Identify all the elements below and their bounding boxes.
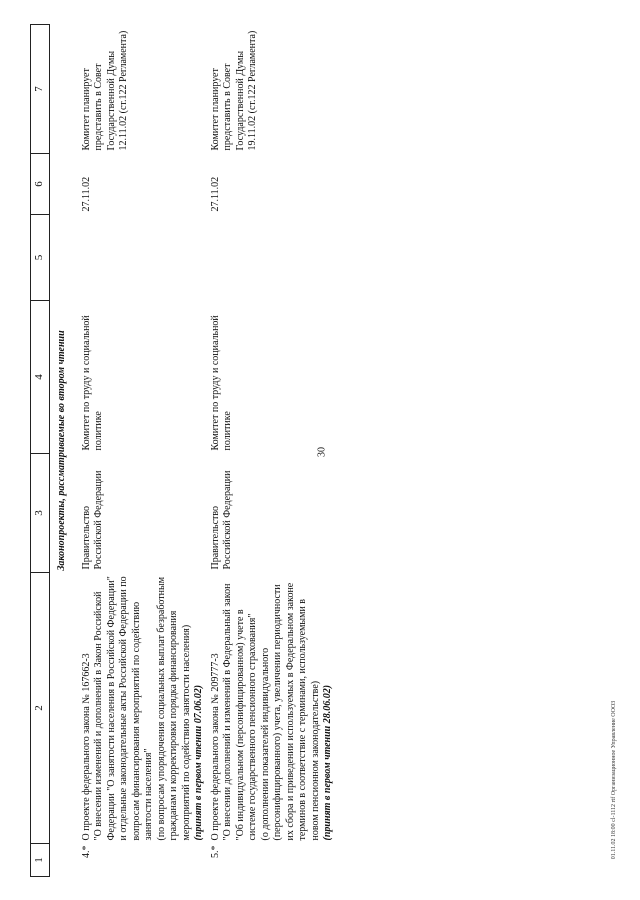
column-5-cell [208, 215, 337, 301]
bill-title: "О внесении дополнений и изменений в Федеральный закон "Об индивидуальном (персонифицированном) учете в системе государственного пенсионного страхования" [222, 583, 258, 841]
column-header-4: 4 [31, 301, 50, 454]
bill-status: (принят в первом чтении 07.06.02) [193, 684, 204, 841]
column-header-6: 6 [31, 154, 50, 215]
bill-project: О проекте федерального закона № 167662-3 [80, 653, 92, 841]
bill-description [79, 573, 208, 844]
row-number: 4.* [80, 845, 92, 858]
bill-committee: Комитет по труду и социальной политике [80, 315, 104, 451]
rotated-page [30, 32, 605, 877]
table-row [79, 25, 208, 877]
column-header-2: 2 [31, 573, 50, 844]
bill-committee: Комитет по труду и социальной политике [209, 315, 233, 451]
column-5-cell [79, 215, 208, 301]
bill-date: 27.11.02 [209, 176, 221, 212]
column-header-7: 7 [31, 25, 50, 154]
footer-text: 01.11.02 18:00 cl-1112 rtf Организационное Управление ООО3 [611, 700, 617, 860]
bill-project: О проекте федерального закона № 209777-3 [209, 653, 221, 841]
row-number: 5.* [209, 845, 221, 858]
bill-status: (принят в первом чтении 28.06.02) [322, 684, 333, 841]
table-row [208, 25, 337, 877]
bill-plan: Комитет планирует представить в Совет Государственной Думы 19.11.02 (ст.122 Регламента) [209, 30, 258, 151]
bill-note: (о дополнении показателей индивидуального (персонифицированного) учета, увеличении периодичности их сбора и приведении используемых в Федеральном законе терминов в соответствие с терминами, используемыми в новом пенсионном законодательстве) [259, 582, 321, 841]
bill-title: "О внесении изменений и дополнений в Закон Российской Федерации "О занятости населения в Российской Федерации" и отдельные законодательные акты Российской Федерации по вопросам финансирования мероприятий по содействию занятости населения" [93, 576, 154, 841]
column-header-1: 1 [31, 844, 50, 877]
bill-author: Правительство Российской Федерации [209, 470, 233, 570]
section-row [50, 25, 79, 877]
bill-plan: Комитет планирует представить в Совет Государственной Думы 12.11.02 (ст.122 Регламента) [80, 30, 129, 151]
agenda-table [30, 24, 337, 877]
section-title: Законопроекты, рассматриваемые во втором чтении [56, 330, 67, 571]
bill-author: Правительство Российской Федерации [80, 470, 104, 570]
column-number-row [31, 25, 50, 877]
column-header-3: 3 [31, 454, 50, 573]
bill-note: (по вопросам упорядочения социальных выплат безработным гражданам и корректировки порядка финансирования мероприятий по содействию занятости населения) [155, 576, 192, 841]
page-number: 30 [316, 447, 328, 457]
bill-date: 27.11.02 [80, 176, 92, 212]
bill-description [208, 573, 337, 844]
column-header-5: 5 [31, 215, 50, 301]
